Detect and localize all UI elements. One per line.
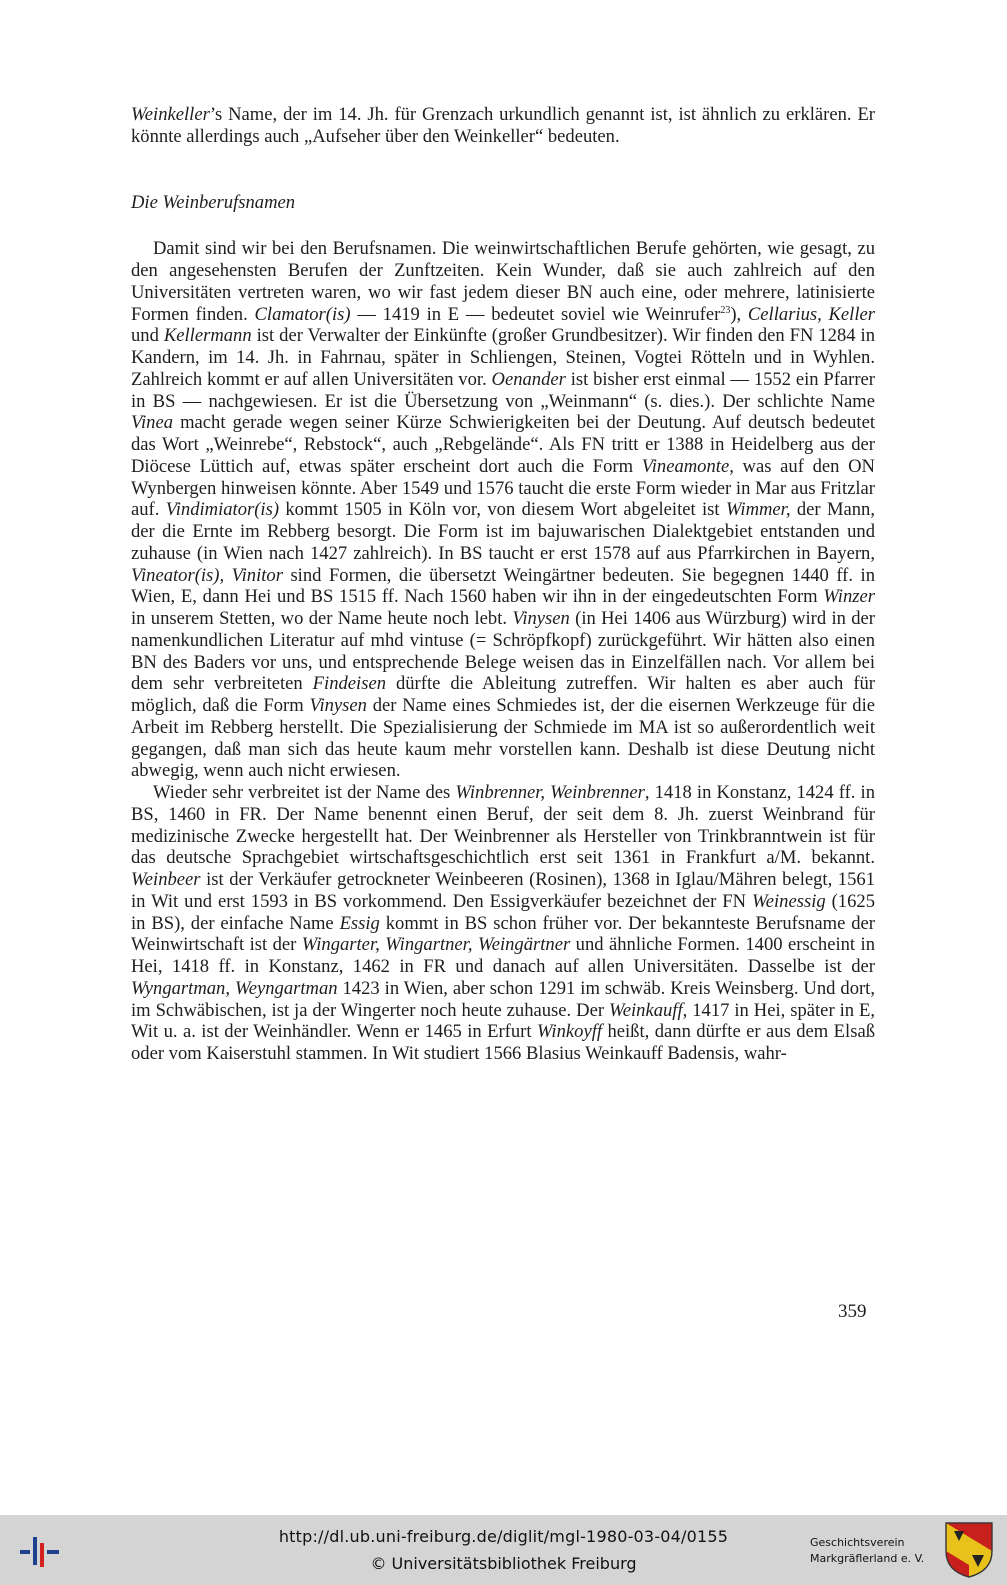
italic-name: Weinessig (751, 890, 826, 912)
italic-name: Clamator(is) (254, 303, 351, 325)
italic-name: Vinysen (512, 608, 570, 629)
italic-name: Weinkeller (131, 104, 210, 125)
coat-of-arms-icon (944, 1521, 994, 1579)
text-run: in unserem Stetten, wo der Name heute noch lebt. (131, 608, 513, 629)
text-run: 1423 in Wien, aber schon 1291 im schwäb. Kreis Weinsberg. Und dort, im Schwäbischen, ist ja der Wingerter noch heute zuhause. Der (131, 977, 875, 1021)
footer-url-link[interactable]: http://dl.ub.uni-freiburg.de/diglit/mgl-1980-03-04/0155 (278, 1527, 729, 1546)
italic-name: Wyngartman, Weyngartman (131, 977, 338, 999)
text-run: , 1418 in Konstanz, 1424 ff. in BS, 1460 in FR. Der Name benennt einen Beruf, der seit dem 8. Jh. zuerst Weinbrand für medizinische Zwecke hergestellt hat. Der Weinbrenner als Hersteller von Trinkbranntwein ist für das deutsche Sprachgebiet wirtschaftsgeschichtlich erst seit 1361 in Frankfurt a/M. bekannt. (131, 782, 875, 869)
paragraph-2 (131, 238, 875, 782)
italic-name: Vineator(is), Vinitor (131, 564, 283, 586)
text-run: dürfte die Ableitung zutreffen. Wir halten es aber auch für möglich, daß die Form (131, 673, 875, 716)
text-run: — 1419 in E — bedeutet soviel wie Weinrufer (350, 303, 721, 325)
italic-name: Weinkauff, (608, 999, 688, 1021)
italic-name: Findeisen (312, 673, 386, 695)
italic-name: Vindimiator(is) (165, 499, 280, 521)
page-text (131, 104, 875, 1065)
text-run: macht gerade wegen seiner Kürze Schwierigkeiten bei der Deutung. Auf deutsch bedeutet das Wort „Weinrebe“, Rebstock“, auch „Rebgelände“. Als FN tritt er 1388 in Heidelberg aus der Diöcese Lüttich auf, etwas später erscheint dort auch die Form (131, 412, 875, 477)
text-run: (1625 in BS), der einfache Name (131, 890, 875, 934)
italic-name: Vinea (131, 412, 173, 434)
text-run: und (131, 325, 164, 347)
text-run: kommt in BS schon früher vor. Der bekannteste Berufsname der Weinwirtschaft ist der (131, 912, 875, 956)
text-run: Wieder sehr verbreitet ist der Name des (153, 782, 456, 803)
italic-name: Wingarter, Wingartner, Weingärtner (301, 934, 571, 956)
paragraph-3 (131, 782, 875, 1065)
text-run: sind Formen, die übersetzt Weingärtner bedeuten. Sie begegnen 1440 ff. in Wien, E, dann Hei und BS 1515 ff. Nach 1560 haben wir ihn in der eingedeutschten Form (131, 564, 875, 608)
footer-bar (0, 1515, 1007, 1585)
italic-name: Winkoyff (536, 1021, 603, 1043)
text-run: ist der Verkäufer getrockneter Weinbeeren (Rosinen), 1368 in Iglau/Mähren belegt, 1561 in Wit und erst 1593 in BS vorkommend. Den Essigverkäufer bezeichnet der FN (131, 869, 875, 912)
text-run: was auf den ON Wynbergen hinweisen könnte. Aber 1549 und 1576 taucht die erste Form wieder in Mar aus Fritzlar auf. (131, 455, 875, 521)
text-run: 1417 in Hei, später in E, Wit u. a. ist der Weinhändler. Wenn er 1465 in Erfurt (131, 999, 875, 1043)
italic-name: Vinysen (309, 695, 367, 716)
italic-name: Essig (339, 912, 380, 934)
text-run: der Name eines Schmiedes ist, der die eisernen Werkzeuge für die Arbeit im Rebberg herstellt. Die Spezialisierung der Schmiede im MA ist so außerordentlich weit gegangen, daß man sich das heute kaum mehr vorstellen kann. Deshalb ist diese Deutung nicht abwegig, wenn auch nicht erwiesen. (131, 695, 875, 782)
text-run: ist der Verwalter der Einkünfte (großer Grundbesitzer). Wir finden den FN 1284 in Kandern, im 14. Jh. in Fahrnau, später in Schliengen, Steinen, Vogtei Rötteln und in Wyhlen. Zahlreich kommt er auf allen Universitäten vor. (131, 325, 875, 390)
italic-name: Winzer (823, 586, 875, 608)
italic-name: Cellarius, Keller (747, 303, 875, 325)
italic-name: Kellermann (163, 325, 252, 347)
section-heading: Die Weinberufsnamen (131, 191, 296, 213)
text-run: heißt, dann dürfte er aus dem Elsaß oder vom Kaiserstuhl stammen. In Wit studiert 1566 Blasius Weinkauff Badensis, wahr- (131, 1021, 875, 1064)
italic-name: Winbrenner, Weinbrenner (455, 782, 645, 803)
text-run: kommt 1505 in Köln vor, von diesem Wort abgeleitet ist (279, 499, 726, 521)
italic-name: Weinbeer (131, 869, 201, 890)
footer-copyright: © Universitätsbibliothek Freiburg (370, 1554, 637, 1573)
footnote-ref: 23 (720, 304, 731, 316)
text-run: ist bisher erst einmal — 1552 ein Pfarrer in BS — nachgewiesen. Er ist die Übersetzung von „Weinmann“ (s. dies.). Der schlichte Name (131, 368, 875, 412)
org-name-line-2: Markgräflerland e. V. (810, 1552, 925, 1565)
paragraph-1 (131, 104, 875, 148)
text-run: der Mann, der die Ernte im Rebberg besorgt. Die Form ist im bajuwarischen Dialektgebiet entstanden und zuhause (in Wien nach 1427 zahlreich). In BS taucht er erst 1578 auf aus Pfarrkirchen in Bayern, (131, 499, 875, 564)
org-name-line-1: Geschichtsverein (810, 1536, 905, 1549)
italic-name: Vineamonte, (641, 455, 734, 477)
text-run: und ähnliche Formen. 1400 erscheint in Hei, 1418 ff. in Konstanz, 1462 in FR und danach auf allen Universitäten. Dasselbe ist der (131, 934, 875, 977)
footer-organization (810, 1535, 930, 1567)
page-number: 359 (838, 1301, 867, 1322)
text-run: (in Hei 1406 aus Würzburg) wird in der namenkundlichen Literatur auf mhd vintuse (= Schröpfkopf) zurückgeführt. Wir hätten also einen BN des Baders vor uns, und entsprechende Belege weisen das in Einzelfällen nach. Vor allem bei dem sehr verbreiteten (131, 608, 875, 695)
text-run: ), (730, 303, 748, 325)
text-run: Damit sind wir bei den Berufsnamen. Die weinwirtschaftlichen Berufe gehörten, wie gesagt, zu den angesehensten Berufen der Zunftzeiten. Kein Wunder, daß sie auch zahlreich auf den Universitäten vertreten waren, wo wir fast jedem dieser BN auch eine, oder mehrere, latinisierte Formen finden. (131, 238, 875, 325)
italic-name: Oenander (491, 368, 566, 390)
italic-name: Wimmer, (725, 499, 791, 521)
text-run: ’s Name, der im 14. Jh. für Grenzach urkundlich genannt ist, ist ähnlich zu erklären. Er könnte allerdings auch „Aufseher über den Weinkeller“ bedeuten. (131, 104, 875, 147)
